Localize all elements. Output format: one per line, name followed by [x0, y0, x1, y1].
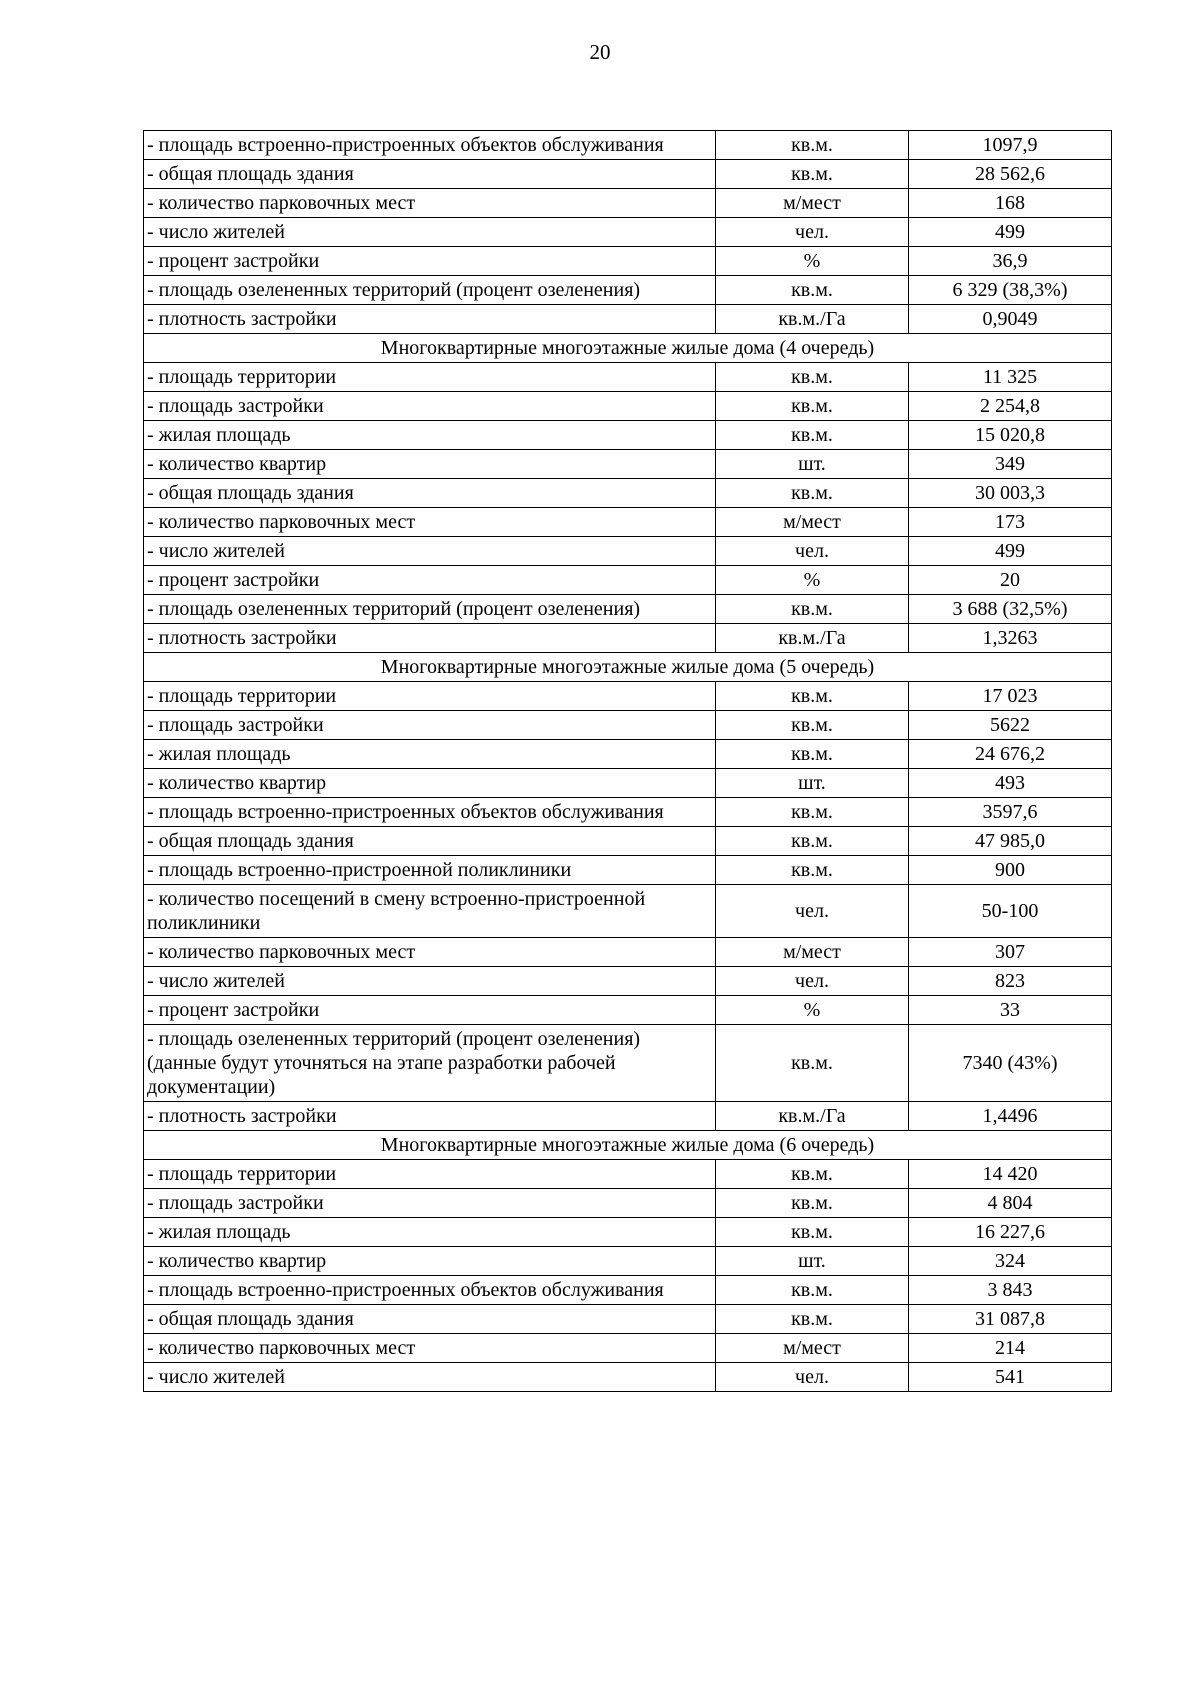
table-row — [144, 160, 1112, 189]
indicator-label: - общая площадь здания — [144, 160, 716, 189]
table-row — [144, 450, 1112, 479]
unit-cell: м/мест — [716, 189, 909, 218]
unit-cell: кв.м. — [716, 392, 909, 421]
page-number: 20 — [589, 40, 611, 64]
unit-cell: % — [716, 566, 909, 595]
indicator-label: - общая площадь здания — [144, 827, 716, 856]
unit-cell: кв.м. — [716, 595, 909, 624]
unit-cell: м/мест — [716, 508, 909, 537]
value-cell: 900 — [909, 856, 1112, 885]
value-cell: 5622 — [909, 711, 1112, 740]
value-cell: 307 — [909, 938, 1112, 967]
indicator-label: - жилая площадь — [144, 421, 716, 450]
unit-cell: м/мест — [716, 1334, 909, 1363]
table-row — [144, 1025, 1112, 1102]
value-cell: 499 — [909, 218, 1112, 247]
table-row — [144, 996, 1112, 1025]
value-cell: 36,9 — [909, 247, 1112, 276]
value-cell: 24 676,2 — [909, 740, 1112, 769]
indicator-label: - жилая площадь — [144, 1218, 716, 1247]
indicator-label: - площадь территории — [144, 682, 716, 711]
value-cell: 33 — [909, 996, 1112, 1025]
value-cell: 173 — [909, 508, 1112, 537]
unit-cell: шт. — [716, 769, 909, 798]
indicator-label: - общая площадь здания — [144, 479, 716, 508]
unit-cell: кв.м. — [716, 363, 909, 392]
section-header-row — [144, 1131, 1112, 1160]
unit-cell: шт. — [716, 450, 909, 479]
indicator-label: - число жителей — [144, 967, 716, 996]
table-row — [144, 967, 1112, 996]
table-row — [144, 247, 1112, 276]
indicator-label: - площадь территории — [144, 363, 716, 392]
indicator-label: - площадь застройки — [144, 711, 716, 740]
value-cell: 168 — [909, 189, 1112, 218]
indicator-label: - площадь застройки — [144, 392, 716, 421]
value-cell: 1,4496 — [909, 1102, 1112, 1131]
unit-cell: кв.м. — [716, 421, 909, 450]
unit-cell: кв.м. — [716, 1160, 909, 1189]
unit-cell: кв.м. — [716, 740, 909, 769]
value-cell: 541 — [909, 1363, 1112, 1392]
table-row — [144, 711, 1112, 740]
table-row — [144, 189, 1112, 218]
section-title: Многоквартирные многоэтажные жилые дома (4 очередь) — [144, 334, 1112, 363]
indicator-label: - процент застройки — [144, 996, 716, 1025]
indicator-label: - количество квартир — [144, 769, 716, 798]
table-row — [144, 421, 1112, 450]
unit-cell: кв.м. — [716, 479, 909, 508]
indicator-label: - площадь застройки — [144, 1189, 716, 1218]
indicator-label: - количество парковочных мест — [144, 1334, 716, 1363]
table-row — [144, 827, 1112, 856]
value-cell: 0,9049 — [909, 305, 1112, 334]
unit-cell: чел. — [716, 218, 909, 247]
value-cell: 324 — [909, 1247, 1112, 1276]
value-cell: 11 325 — [909, 363, 1112, 392]
table-row — [144, 1334, 1112, 1363]
unit-cell: м/мест — [716, 938, 909, 967]
indicator-label: - площадь встроенно-пристроенной поликлиники — [144, 856, 716, 885]
table-row — [144, 1247, 1112, 1276]
value-cell: 6 329 (38,3%) — [909, 276, 1112, 305]
table-row — [144, 1276, 1112, 1305]
value-cell: 214 — [909, 1334, 1112, 1363]
value-cell: 1097,9 — [909, 131, 1112, 160]
table-row — [144, 938, 1112, 967]
table-row — [144, 537, 1112, 566]
value-cell: 823 — [909, 967, 1112, 996]
unit-cell: кв.м. — [716, 160, 909, 189]
value-cell: 31 087,8 — [909, 1305, 1112, 1334]
table-row — [144, 769, 1112, 798]
unit-cell: кв.м. — [716, 711, 909, 740]
value-cell: 14 420 — [909, 1160, 1112, 1189]
unit-cell: кв.м./Га — [716, 1102, 909, 1131]
unit-cell: чел. — [716, 967, 909, 996]
value-cell: 15 020,8 — [909, 421, 1112, 450]
indicator-label: - процент застройки — [144, 247, 716, 276]
table-row — [144, 566, 1112, 595]
value-cell: 3 688 (32,5%) — [909, 595, 1112, 624]
table-row — [144, 1160, 1112, 1189]
table-row — [144, 1102, 1112, 1131]
unit-cell: кв.м. — [716, 798, 909, 827]
indicator-label: - площадь озелененных территорий (процент озеленения) (данные будут уточняться на этапе разработки рабочей документации) — [144, 1025, 716, 1102]
table-row — [144, 363, 1112, 392]
value-cell: 20 — [909, 566, 1112, 595]
value-cell: 3 843 — [909, 1276, 1112, 1305]
unit-cell: кв.м. — [716, 1189, 909, 1218]
unit-cell: кв.м. — [716, 1025, 909, 1102]
indicator-label: - количество посещений в смену встроенно-пристроенной поликлиники — [144, 885, 716, 938]
table-row — [144, 131, 1112, 160]
value-cell: 2 254,8 — [909, 392, 1112, 421]
table-row — [144, 856, 1112, 885]
table-row — [144, 798, 1112, 827]
indicator-label: - общая площадь здания — [144, 1305, 716, 1334]
indicator-label: - количество квартир — [144, 450, 716, 479]
value-cell: 28 562,6 — [909, 160, 1112, 189]
indicator-label: - количество парковочных мест — [144, 938, 716, 967]
unit-cell: чел. — [716, 537, 909, 566]
indicator-label: - плотность застройки — [144, 624, 716, 653]
value-cell: 17 023 — [909, 682, 1112, 711]
indicator-label: - процент застройки — [144, 566, 716, 595]
indicator-label: - площадь встроенно-пристроенных объектов обслуживания — [144, 1276, 716, 1305]
indicator-label: - число жителей — [144, 537, 716, 566]
value-cell: 499 — [909, 537, 1112, 566]
unit-cell: кв.м./Га — [716, 305, 909, 334]
unit-cell: кв.м. — [716, 131, 909, 160]
value-cell: 349 — [909, 450, 1112, 479]
table-row — [144, 508, 1112, 537]
value-cell: 3597,6 — [909, 798, 1112, 827]
unit-cell: кв.м. — [716, 827, 909, 856]
table-row — [144, 595, 1112, 624]
value-cell: 47 985,0 — [909, 827, 1112, 856]
unit-cell: кв.м. — [716, 276, 909, 305]
table-row — [144, 1363, 1112, 1392]
section-title: Многоквартирные многоэтажные жилые дома (6 очередь) — [144, 1131, 1112, 1160]
value-cell: 4 804 — [909, 1189, 1112, 1218]
unit-cell: шт. — [716, 1247, 909, 1276]
table-row — [144, 218, 1112, 247]
unit-cell: кв.м. — [716, 682, 909, 711]
unit-cell: кв.м. — [716, 1305, 909, 1334]
unit-cell: кв.м. — [716, 1276, 909, 1305]
indicator-label: - количество парковочных мест — [144, 508, 716, 537]
section-header-row — [144, 653, 1112, 682]
table-row — [144, 1218, 1112, 1247]
table-row — [144, 392, 1112, 421]
table-row — [144, 305, 1112, 334]
indicator-label: - площадь озелененных территорий (процент озеленения) — [144, 276, 716, 305]
table-row — [144, 479, 1112, 508]
indicators-table — [143, 130, 1112, 1392]
unit-cell: % — [716, 996, 909, 1025]
value-cell: 16 227,6 — [909, 1218, 1112, 1247]
value-cell: 30 003,3 — [909, 479, 1112, 508]
unit-cell: чел. — [716, 1363, 909, 1392]
unit-cell: кв.м. — [716, 856, 909, 885]
table-row — [144, 682, 1112, 711]
indicator-label: - плотность застройки — [144, 1102, 716, 1131]
indicator-label: - количество квартир — [144, 1247, 716, 1276]
section-title: Многоквартирные многоэтажные жилые дома (5 очередь) — [144, 653, 1112, 682]
table-row — [144, 885, 1112, 938]
unit-cell: кв.м. — [716, 1218, 909, 1247]
value-cell: 1,3263 — [909, 624, 1112, 653]
indicator-label: - площадь встроенно-пристроенных объектов обслуживания — [144, 131, 716, 160]
table-row — [144, 624, 1112, 653]
unit-cell: чел. — [716, 885, 909, 938]
indicator-label: - число жителей — [144, 218, 716, 247]
value-cell: 493 — [909, 769, 1112, 798]
indicator-label: - площадь встроенно-пристроенных объектов обслуживания — [144, 798, 716, 827]
value-cell: 50-100 — [909, 885, 1112, 938]
value-cell: 7340 (43%) — [909, 1025, 1112, 1102]
section-header-row — [144, 334, 1112, 363]
table-row — [144, 1189, 1112, 1218]
table-row — [144, 740, 1112, 769]
table-row — [144, 1305, 1112, 1334]
unit-cell: % — [716, 247, 909, 276]
table-row — [144, 276, 1112, 305]
indicator-label: - плотность застройки — [144, 305, 716, 334]
indicator-label: - число жителей — [144, 1363, 716, 1392]
indicator-label: - площадь территории — [144, 1160, 716, 1189]
indicator-label: - площадь озелененных территорий (процент озеленения) — [144, 595, 716, 624]
indicator-label: - жилая площадь — [144, 740, 716, 769]
indicator-label: - количество парковочных мест — [144, 189, 716, 218]
indicators-table-body — [144, 131, 1112, 1392]
unit-cell: кв.м./Га — [716, 624, 909, 653]
